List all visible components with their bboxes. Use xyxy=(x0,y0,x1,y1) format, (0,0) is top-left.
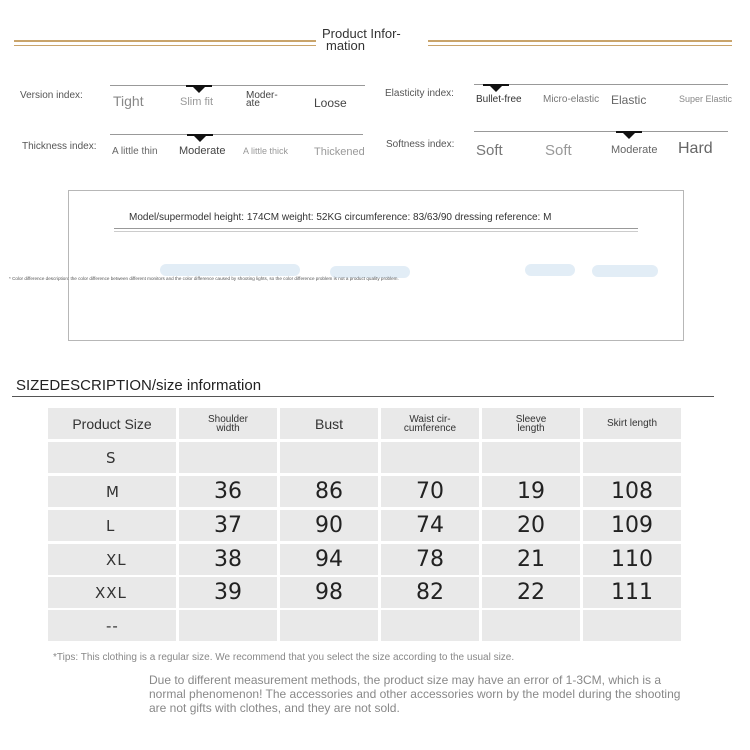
size-table-value-cell: 19 xyxy=(482,476,580,507)
size-table-value-cell: 108 xyxy=(583,476,681,507)
size-table-value-cell: 70 xyxy=(381,476,479,507)
elasticity-option-micro-elastic: Micro-elastic xyxy=(543,94,600,105)
header-title-line2: mation xyxy=(326,38,366,53)
size-table-value-cell xyxy=(583,610,681,641)
version-option-loose: Loose xyxy=(314,96,347,110)
version-index-label: Version index: xyxy=(20,90,83,101)
size-section-title: SIZEDESCRIPTION/size information xyxy=(16,377,262,394)
size-table-value-cell xyxy=(179,442,277,473)
version-scale-line xyxy=(110,85,365,86)
header-title xyxy=(322,28,422,52)
version-option-tight: Tight xyxy=(113,93,144,109)
blur-decoration xyxy=(525,264,575,276)
elasticity-scale-line xyxy=(474,84,728,85)
size-table-value-cell xyxy=(179,610,277,641)
softness-option-hard: Hard xyxy=(678,140,713,157)
size-table-value-cell: 74 xyxy=(381,510,479,541)
size-table-value-cell: 20 xyxy=(482,510,580,541)
thickness-option-a-little-thin: A little thin xyxy=(112,146,158,157)
size-table-size-cell: L xyxy=(48,510,176,541)
blur-decoration xyxy=(160,264,300,276)
size-table-header-cell xyxy=(280,408,378,439)
softness-index-label: Softness index: xyxy=(386,139,455,150)
size-table-header-cell xyxy=(583,408,681,439)
size-table-value-cell xyxy=(280,442,378,473)
size-table-value-cell: 39 xyxy=(179,577,277,608)
size-table-header-text: Waist cir- xyxy=(409,413,451,425)
model-info-text: Model/supermodel height: 174CM weight: 52KG circumference: 83/63/90 dressing reference: M xyxy=(129,212,552,223)
softness-scale-marker xyxy=(623,133,635,139)
elasticity-index-label: Elasticity index: xyxy=(385,88,454,99)
thickness-option-thickened: Thickened xyxy=(314,146,365,158)
size-table-value-cell xyxy=(381,442,479,473)
header-rule-right xyxy=(428,40,732,42)
size-table-header-cell xyxy=(179,408,277,439)
size-table-header-text: width xyxy=(216,422,240,434)
size-table-value-cell: 98 xyxy=(280,577,378,608)
header-rule-left-thin xyxy=(14,45,316,46)
size-table-header-text: Sleeve xyxy=(515,413,547,425)
size-table-value-cell xyxy=(381,610,479,641)
size-table-value-cell: 21 xyxy=(482,544,580,575)
header-title-line1: Product Infor- xyxy=(322,26,401,41)
size-table-value-cell xyxy=(280,610,378,641)
elasticity-option-elastic: Elastic xyxy=(611,93,647,107)
size-table-header-cell xyxy=(482,408,580,439)
disclaimer-text: Due to different measurement methods, the product size may have an error of 1-3CM, which is a normal phenomenon! The accessories and other accessories worn by the model during the shooting are not gifts with clothes, and they are not sold. xyxy=(149,673,681,715)
version-option-moderate-line2: ate xyxy=(246,98,260,109)
size-table-value-cell: 82 xyxy=(381,577,479,608)
model-info-rule-2 xyxy=(114,231,638,232)
version-option-moderate xyxy=(246,92,278,108)
size-table-value-cell: 78 xyxy=(381,544,479,575)
size-table-value-cell xyxy=(482,442,580,473)
size-table-header-text: cumference xyxy=(403,422,457,434)
version-option-slim-fit: Slim fit xyxy=(180,96,213,108)
size-table-value-cell: 90 xyxy=(280,510,378,541)
size-table-value-cell xyxy=(482,610,580,641)
header-rule-left xyxy=(14,40,316,42)
model-info-rule xyxy=(114,228,638,229)
size-table-size-cell: -- xyxy=(48,610,176,641)
size-table-header-text: Shoulder xyxy=(207,413,249,425)
thickness-scale-marker xyxy=(194,136,206,142)
size-table-value-cell: 111 xyxy=(583,577,681,608)
elasticity-option-bullet-free: Bullet-free xyxy=(476,94,522,105)
size-table-header-text: Bust xyxy=(314,415,343,432)
elasticity-scale-marker xyxy=(490,86,502,92)
thickness-scale-line xyxy=(110,134,363,135)
thickness-option-a-little-thick: A little thick xyxy=(243,146,289,156)
size-table-value-cell: 86 xyxy=(280,476,378,507)
softness-option-soft-2: Soft xyxy=(545,142,572,159)
tips-text: *Tips: This clothing is a regular size. We recommend that you select the size according to the usual size. xyxy=(53,652,515,663)
size-table-value-cell xyxy=(583,442,681,473)
version-scale-marker xyxy=(193,87,205,93)
blur-decoration xyxy=(592,265,658,277)
size-table-value-cell: 38 xyxy=(179,544,277,575)
size-table-size-cell: M xyxy=(48,476,176,507)
size-table-header-cell xyxy=(48,408,176,439)
size-table-value-cell: 110 xyxy=(583,544,681,575)
thickness-option-moderate: Moderate xyxy=(179,145,226,157)
size-section-rule xyxy=(12,396,714,397)
softness-option-moderate: Moderate xyxy=(611,144,658,156)
size-table-size-cell: XL xyxy=(48,544,176,575)
size-table-value-cell: 37 xyxy=(179,510,277,541)
softness-option-soft-1: Soft xyxy=(476,142,503,159)
size-table-size-cell: S xyxy=(48,442,176,473)
size-table-size-cell: XXL xyxy=(48,577,176,608)
size-table-header-text: Product Size xyxy=(72,415,152,432)
size-table-header-text: length xyxy=(517,422,545,434)
size-table-value-cell: 94 xyxy=(280,544,378,575)
size-table-value-cell: 36 xyxy=(179,476,277,507)
version-option-moderate-line1: Moder- xyxy=(246,90,278,101)
thickness-index-label: Thickness index: xyxy=(22,141,97,152)
size-table-header-text: Skirt length xyxy=(606,418,658,429)
elasticity-option-super-elastic: Super Elastic xyxy=(679,94,733,104)
size-table-header-cell xyxy=(381,408,479,439)
softness-scale-line xyxy=(474,131,728,132)
header-rule-right-thin xyxy=(428,45,732,46)
size-table-value-cell: 109 xyxy=(583,510,681,541)
size-table-value-cell: 22 xyxy=(482,577,580,608)
color-difference-note: * Color difference description: the color difference between different monitors and the color difference caused by shooting lights, so the color difference problem is not a product quality problem. xyxy=(9,276,399,281)
